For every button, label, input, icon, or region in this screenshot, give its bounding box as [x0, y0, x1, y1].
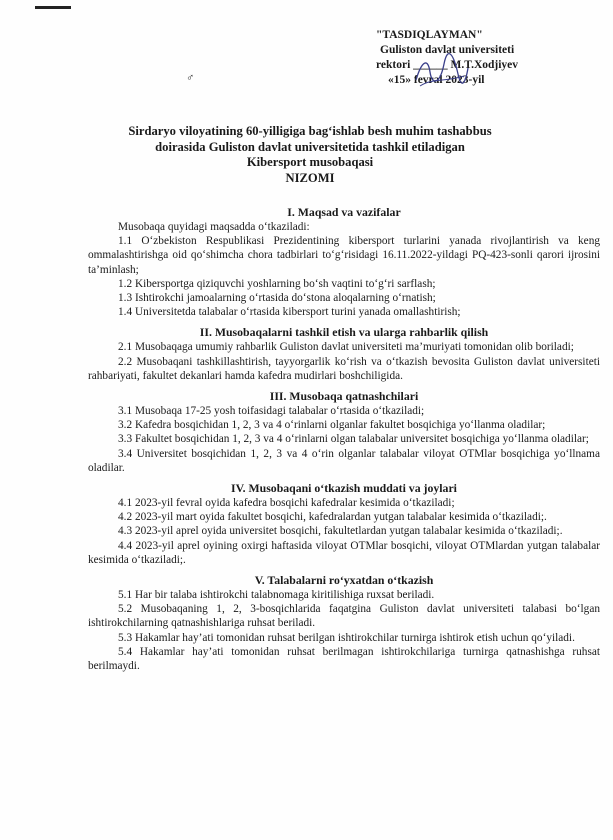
- list-item: 1.3 Ishtirokchi jamoalarning o‘rtasida do‘stona aloqalarning o‘rnatish;: [118, 292, 436, 305]
- list-item: 5.4 Hakamlar hay’ati tomonidan ruhsat berilmagan ishtirokchilariga turnirga qatnashishga ruhsat berilmaydi.: [88, 645, 600, 673]
- list-item: 5.1 Har bir talaba ishtirokchi talabnomaga kiritilishiga ruxsat beriladi.: [118, 589, 435, 602]
- list-item: 5.2 Musobaqaning 1, 2, 3-bosqichlarida faqatgina Guliston davlat universiteti talabasi bo‘lgan ishtirokchilarning qatnashishlariga ruhsat beriladi.: [88, 603, 600, 630]
- section-1: [88, 205, 600, 319]
- document-title: [40, 124, 580, 186]
- section-heading: III. Musobaqa qatnashchilari: [269, 389, 419, 404]
- section-heading: I. Maqsad va vazifalar: [287, 205, 401, 219]
- approval-date: «15» fevral 2023-yil: [388, 74, 485, 86]
- section-2: [88, 325, 600, 383]
- scan-mark: [35, 6, 71, 9]
- list-item: 1.2 Kibersportga qiziquvchi yoshlarning bo‘sh vaqtini to‘g‘ri sarflash;: [118, 277, 436, 290]
- title-line-1: Sirdaryo viloyatining 60-yilligiga bag‘ishlab besh muhim tashabbus: [128, 124, 492, 138]
- stamp-mark-icon: ♂: [186, 72, 195, 84]
- section-heading: IV. Musobaqani o‘tkazish muddati va joylari: [231, 481, 457, 496]
- list-item: 4.3 2023-yil aprel oyida universitet bosqichi, fakultetlardan yutgan talabalar kesimida o‘tkaziladi;.: [118, 525, 563, 538]
- approval-university: Guliston davlat universiteti: [380, 44, 515, 56]
- document-body: [88, 205, 600, 679]
- section-intro: Musobaqa quyidagi maqsadda o‘tkaziladi:: [118, 221, 310, 233]
- list-item: 3.2 Kafedra bosqichidan 1, 2, 3 va 4 o‘rinlarni olganlar fakultet bosqichiga yo‘llanma oladilar;: [118, 419, 546, 432]
- approval-heading: "TASDIQLAYMAN": [376, 29, 483, 41]
- list-item: 1.1 O‘zbekiston Respublikasi Prezidentining kibersport turlarini yanada rivojlantirish va keng ommalashtirishga oid qo‘shimcha chora tadbirlari to‘g‘risidagi 16.11.2022-yildagi PQ-423-sonli qarori ijrosini ta’minlash;: [88, 235, 600, 276]
- section-5: [88, 573, 600, 673]
- title-line-3: Kibersport musobaqasi: [246, 155, 374, 169]
- signature-image: [410, 50, 470, 90]
- list-item: 2.1 Musobaqaga umumiy rahbarlik Guliston davlat universiteti ma’muriyati tomonidan olib boriladi;: [118, 341, 574, 354]
- approval-rector: rektori ______ M.T.Xodjiyev: [376, 59, 519, 71]
- list-item: 5.3 Hakamlar hay’ati tomonidan ruhsat berilgan ishtirokchilar turnirga ishtirok etish uchun qo‘yiladi.: [118, 631, 575, 644]
- section-3: [88, 389, 600, 475]
- title-line-4: NIZOMI: [285, 170, 335, 185]
- list-item: 1.4 Universitetda talabalar o‘rtasida kibersport turini yanada omallashtirish;: [118, 306, 461, 319]
- list-item: 4.2 2023-yil mart oyida fakultet bosqichi, kafedralardan yutgan talabalar kesimida o‘tkaziladi;.: [118, 511, 547, 524]
- section-heading: V. Talabalarni ro‘yxatdan o‘tkazish: [254, 573, 434, 588]
- list-item: 4.1 2023-yil fevral oyida kafedra bosqichi kafedralar kesimida o‘tkaziladi;: [118, 497, 455, 510]
- list-item: 4.4 2023-yil aprel oyining oxirgi haftasida viloyat OTMlar bosqichi, viloyat OTMlardan yutgan talabalar kesimida o‘tkaziladi;.: [88, 539, 600, 566]
- list-item: 3.3 Fakultet bosqichidan 1, 2, 3 va 4 o‘rinlarni olgan talabalar universitet bosqichiga yo‘llanma oladilar;: [118, 433, 589, 446]
- list-item: 3.1 Musobaqa 17-25 yosh toifasidagi talabalar o‘rtasida o‘tkaziladi;: [118, 405, 425, 418]
- list-item: 2.2 Musobaqani tashkillashtirish, tayyorgarlik ko‘rish va o‘tkazish bevosita Guliston davlat universiteti rahbariyati, fakultet dekanlari hamda kafedra mudirlari boshchiligida.: [88, 355, 600, 382]
- section-heading: II. Musobaqalarni tashkil etish va ularga rahbarlik qilish: [199, 325, 489, 340]
- section-4: [88, 481, 600, 567]
- list-item: 3.4 Universitet bosqichidan 1, 2, 3 va 4 o‘rin olganlar talabalar viloyat OTMlar bosqichiga yo‘llnama oladilar.: [88, 447, 600, 474]
- title-line-2: doirasida Guliston davlat universitetida tashkil etiladigan: [155, 139, 465, 154]
